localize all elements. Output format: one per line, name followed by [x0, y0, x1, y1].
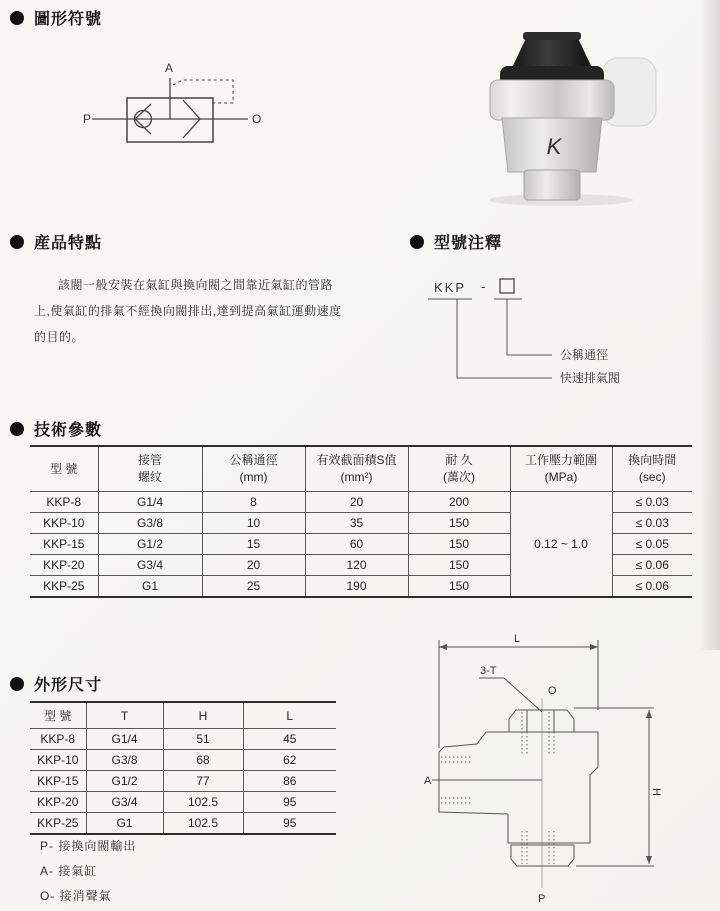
cell-model: KKP-20 [30, 792, 86, 813]
section-graphic-symbol [10, 6, 102, 29]
cell-durability: 150 [408, 534, 510, 555]
cell-switch-time: ≤ 0.03 [612, 513, 692, 534]
table-row [30, 729, 336, 750]
cell-t: G3/4 [86, 792, 163, 813]
cell-model: KKP-8 [30, 729, 86, 750]
cell-durability: 150 [408, 576, 510, 598]
cell-area: 190 [305, 576, 408, 598]
dim-label-p: P [538, 893, 546, 905]
header-cell: 型 號 [30, 702, 86, 729]
section-tech-params [10, 417, 102, 440]
section-dimensions [10, 672, 102, 695]
bottom-port [524, 170, 580, 200]
section-bullet-icon [10, 422, 24, 436]
table-row [30, 750, 336, 771]
cell-switch-time: ≤ 0.06 [612, 555, 692, 576]
cell-thread: G3/8 [98, 513, 202, 534]
cell-durability: 150 [408, 555, 510, 576]
header-cell: 工作壓力範圍 (MPa) [510, 446, 612, 492]
port-a-label: A [165, 61, 174, 75]
model-size-box [500, 279, 514, 293]
cell-thread: G1/4 [98, 492, 202, 513]
cell-thread: G3/4 [98, 555, 202, 576]
pilot-line-dashed [173, 80, 233, 103]
section-title-text: 圖形符號 [34, 11, 103, 28]
cell-l: 95 [243, 792, 336, 813]
header-cell: T [86, 702, 163, 729]
cell-area: 60 [305, 534, 408, 555]
outline-dimension-drawing [424, 626, 716, 911]
cell-switch-time: ≤ 0.03 [612, 492, 692, 513]
header-cell: 有效截面積S值 (mm²) [305, 446, 408, 492]
header-cell: 耐 久 (萬次) [408, 446, 510, 492]
port-p-label: P [83, 112, 92, 126]
cell-model: KKP-25 [30, 576, 98, 598]
header-cell: 型 號 [30, 446, 98, 492]
cell-area: 120 [305, 555, 408, 576]
cell-diameter: 8 [202, 492, 305, 513]
hex-cap-top [523, 32, 581, 40]
cell-model: KKP-15 [30, 771, 86, 792]
section-product-features [10, 230, 102, 253]
cell-durability: 200 [408, 492, 510, 513]
product-photo [466, 22, 658, 208]
cell-area: 35 [305, 513, 408, 534]
dim-label-h: H [650, 788, 662, 796]
cell-model: KKP-25 [30, 813, 86, 835]
tech-params-table [30, 445, 692, 598]
cell-diameter: 20 [202, 555, 305, 576]
section-bullet-icon [10, 11, 24, 25]
flange-ring [490, 80, 614, 120]
section-title-text: 産品特點 [34, 235, 103, 252]
callout-nominal-diameter: 公稱通徑 [560, 348, 609, 362]
section-title-text: 型號注釋 [434, 235, 503, 252]
port-o-label: O [252, 112, 262, 126]
table-header-row [30, 446, 692, 492]
cell-t: G1 [86, 813, 163, 835]
pneumatic-symbol-diagram [78, 56, 268, 156]
model-prefix: KKP [434, 280, 467, 295]
cell-h: 68 [163, 750, 243, 771]
model-code-diagram [410, 262, 700, 387]
cell-t: G3/8 [86, 750, 163, 771]
cell-l: 86 [243, 771, 336, 792]
table-row [30, 492, 692, 513]
dim-label-3t: 3-T [480, 665, 497, 677]
cell-thread: G1 [98, 576, 202, 598]
dim-label-l: L [514, 633, 521, 645]
cell-l: 45 [243, 729, 336, 750]
legend-item-a: A- 接氣缸 [40, 864, 98, 878]
section-bullet-icon [10, 235, 24, 249]
cell-area: 20 [305, 492, 408, 513]
cell-model: KKP-10 [30, 513, 98, 534]
header-cell: H [163, 702, 243, 729]
cell-t: G1/2 [86, 771, 163, 792]
table-header-row [30, 702, 336, 729]
cell-l: 62 [243, 750, 336, 771]
cell-h: 102.5 [163, 792, 243, 813]
callout-quick-exhaust-valve: 快速排氣閥 [560, 371, 621, 385]
cell-durability: 150 [408, 513, 510, 534]
cell-diameter: 25 [202, 576, 305, 598]
section-model-notation [410, 230, 502, 253]
section-title-text: 外形尺寸 [34, 677, 103, 694]
cell-diameter: 10 [202, 513, 305, 534]
cell-model: KKP-10 [30, 750, 86, 771]
cell-h: 77 [163, 771, 243, 792]
cell-diameter: 15 [202, 534, 305, 555]
model-separator: - [481, 279, 486, 294]
table-row [30, 771, 336, 792]
header-cell: 公稱通徑 (mm) [202, 446, 305, 492]
cell-switch-time: ≤ 0.05 [612, 534, 692, 555]
port-legend [40, 834, 136, 909]
cell-pressure-range: 0.12 ~ 1.0 [510, 492, 612, 598]
cell-model: KKP-20 [30, 555, 98, 576]
header-cell: 接管 螺纹 [98, 446, 202, 492]
cell-t: G1/4 [86, 729, 163, 750]
table-row [30, 792, 336, 813]
dim-label-o: O [548, 685, 557, 697]
scan-edge-shadow [700, 0, 720, 650]
cell-model: KKP-15 [30, 534, 98, 555]
legend-item-o: O- 接消聲氣 [40, 889, 112, 903]
cell-model: KKP-8 [30, 492, 98, 513]
dim-label-a: A [424, 775, 432, 787]
legend-item-p: P- 接換向閥輸出 [40, 839, 137, 853]
section-bullet-icon [410, 235, 424, 249]
table-row [30, 813, 336, 835]
header-cell: L [243, 702, 336, 729]
cell-h: 102.5 [163, 813, 243, 835]
header-cell: 換向時間 (sec) [612, 446, 692, 492]
features-paragraph: 該閥一般安裝在氣缸與換向閥之間靠近氣缸的管路上,使氣缸的排氣不經換向閥排出,達到提高氣缸運動速度的目的。 [34, 278, 342, 344]
cell-l: 95 [243, 813, 336, 835]
cell-thread: G1/2 [98, 534, 202, 555]
cell-switch-time: ≤ 0.06 [612, 576, 692, 598]
section-bullet-icon [10, 677, 24, 691]
section-title-text: 技術參數 [34, 422, 103, 439]
cell-h: 51 [163, 729, 243, 750]
body-logo: K [546, 134, 562, 159]
dimensions-table [30, 701, 336, 835]
